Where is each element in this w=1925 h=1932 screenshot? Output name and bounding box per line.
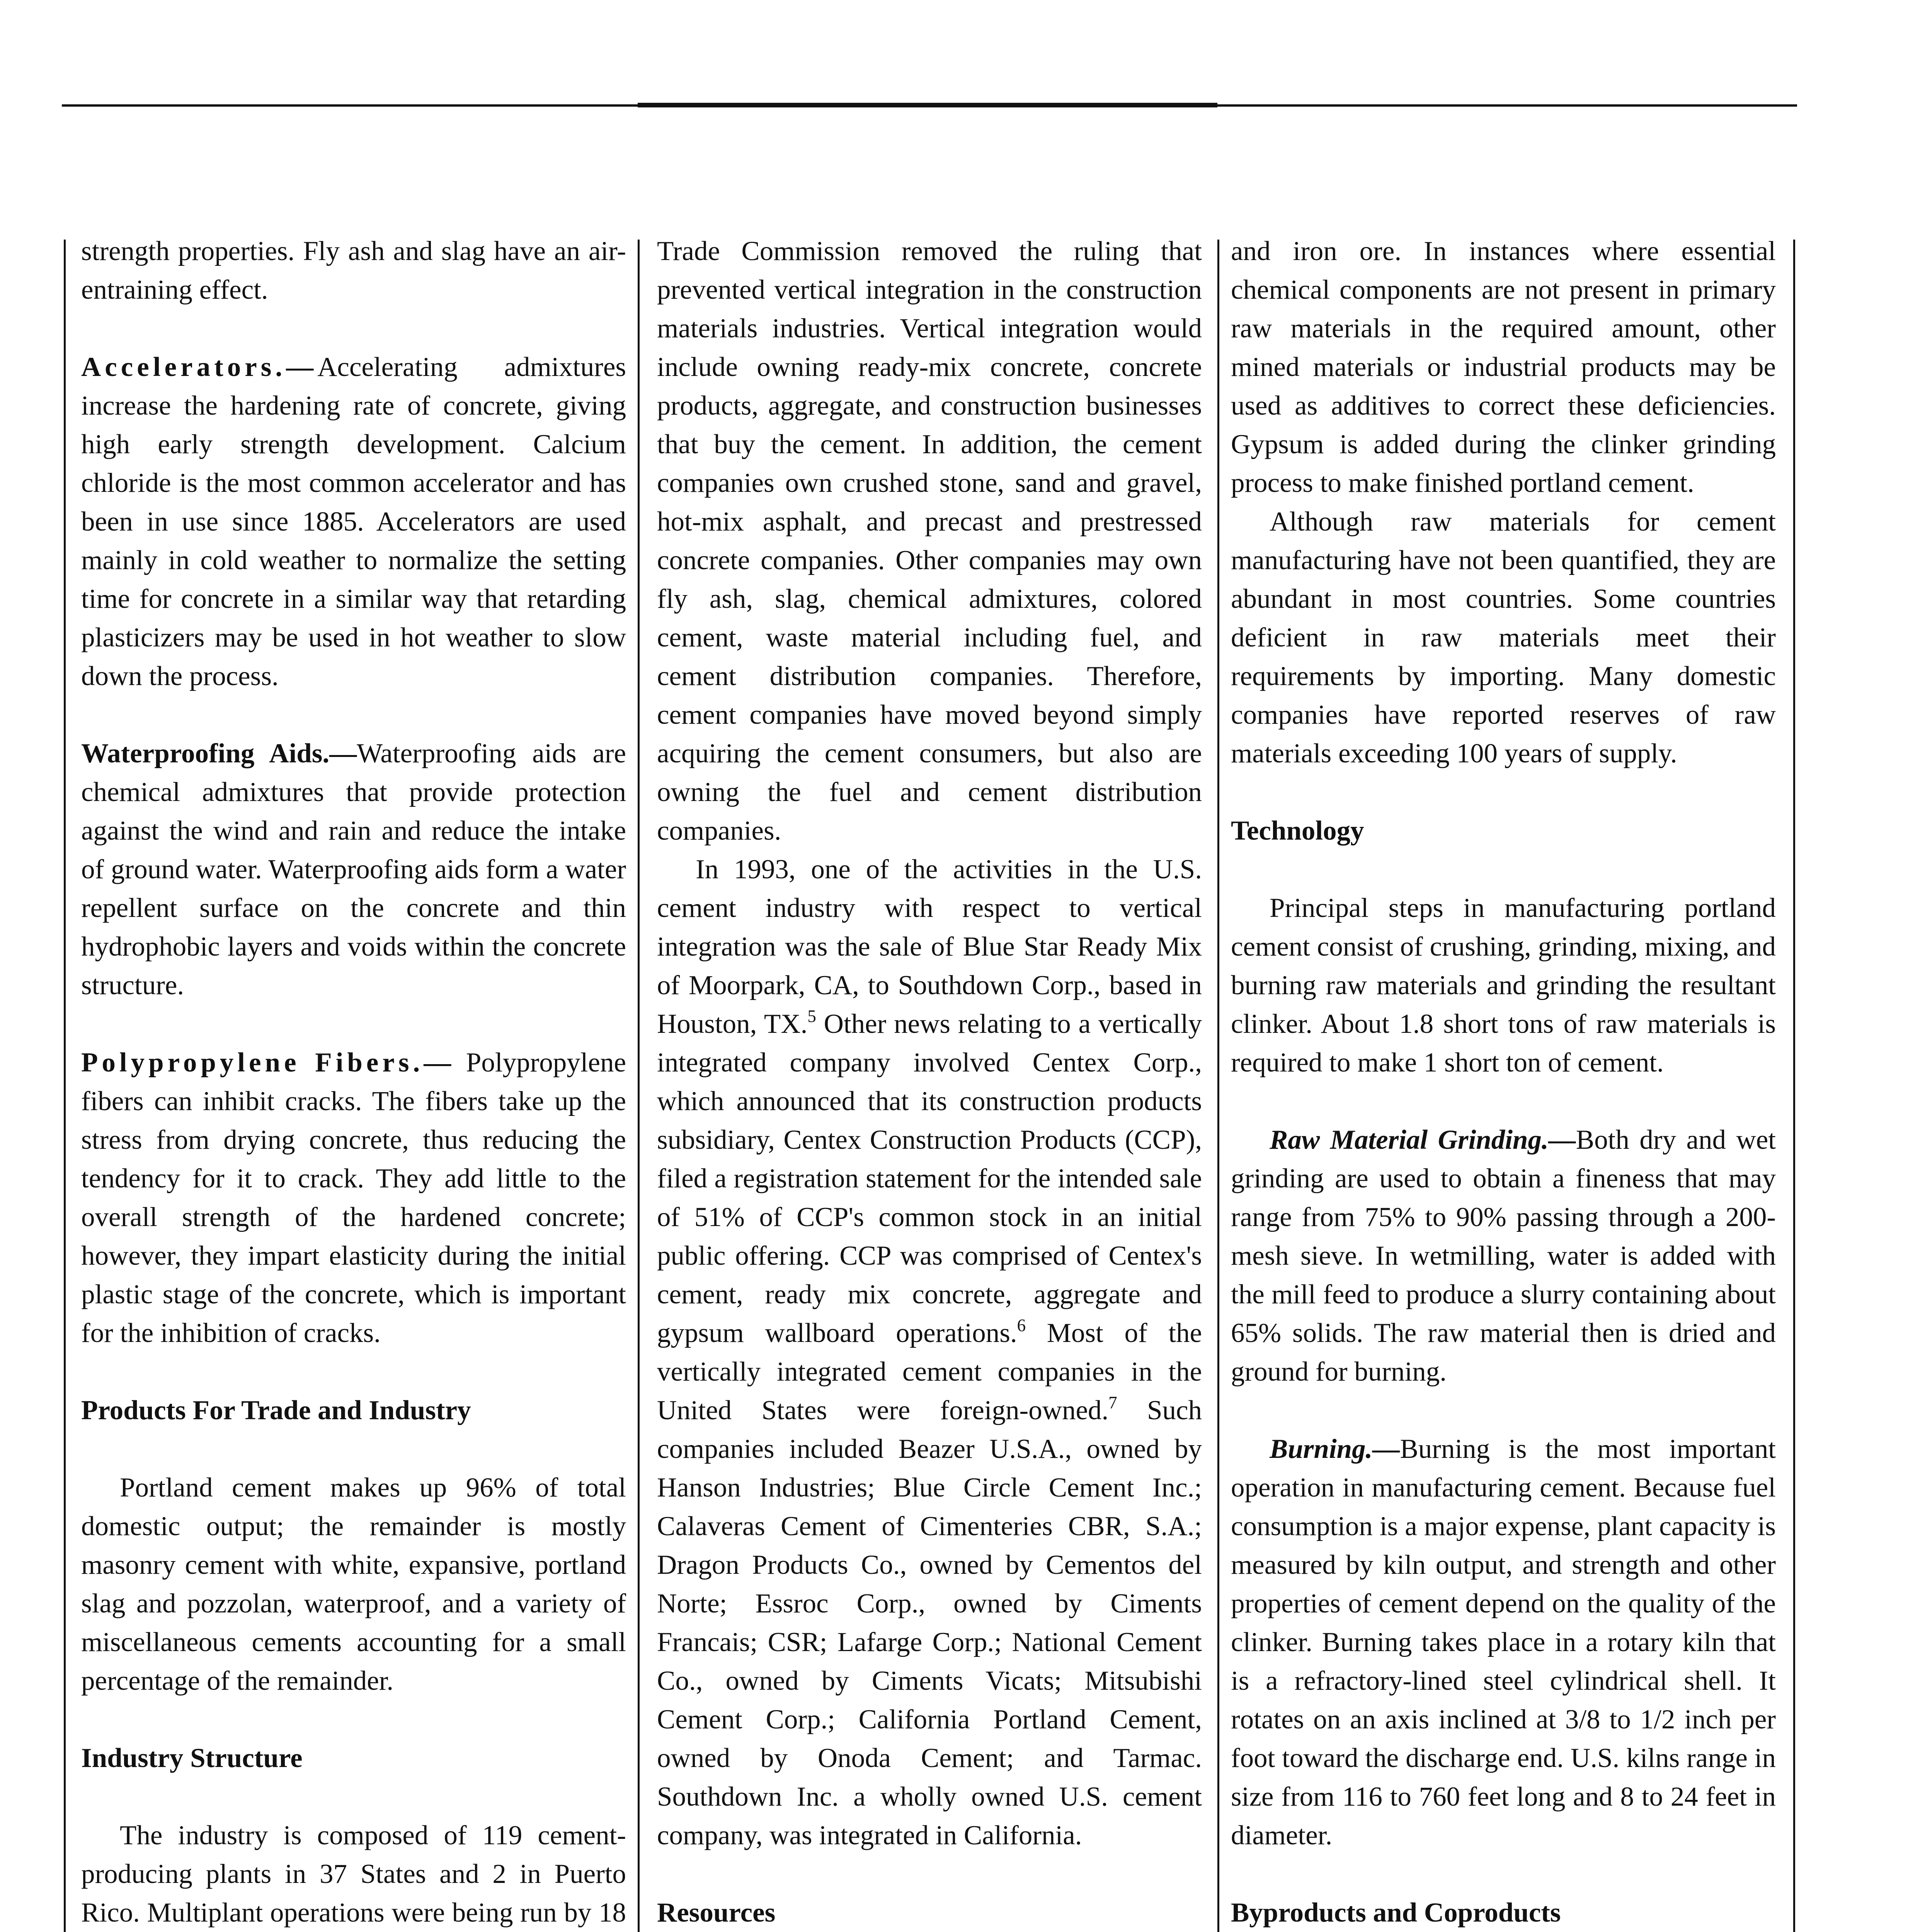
column-divider-left	[64, 240, 66, 1932]
products-paragraph: Portland cement makes up 96% of total domestic output; the remainder is mostly masonry cement with white, expansive, portland slag and pozzolan, waterproof, and a variety of miscellaneous cements accounting for a small percentage of the remainder.	[81, 1473, 626, 1696]
text-run: Other news relating to a vertically integrated company involved Centex Corp., which announced that its construction products subsidiary, Centex Construction Products (CCP), filed a registration statement for the intended sale of 51% of CCP's common stock in an initial public offering. CCP was comprised of Centex's cement, ready mix concrete, aggregate and gypsum wallboard operations.	[657, 1009, 1202, 1348]
accelerators-text: Accelerating admixtures increase the hardening rate of concrete, giving high early strength development. Calcium chloride is the most common accelerator and has been in use since 1885. Accelerators are used mainly in cold weather to normalize the setting time for concrete in a similar way that retarding plasticizers may be used in hot weather to slow down the process.	[81, 352, 626, 691]
burning-text: Burning is the most important operation in manufacturing cement. Because fuel consumption is a major expense, plant capacity is measured by kiln output, and strength and other properties of cement depend on the quality of the clinker. Burning takes place in a rotary kiln that is a refractory-lined steel cylindrical shell. It rotates on an axis inclined at 3/8 to 1/2 inch per foot toward the discharge end. U.S. kilns range in size from 116 to 760 feet long and 8 to 24 feet in diameter.	[1231, 1434, 1776, 1850]
accelerators-heading: Accelerators.—	[81, 352, 318, 382]
grinding-text: Both dry and wet grinding are used to obtain a fineness that may range from 75% to 90% passing through a 200-mesh sieve. In wetmilling, water is added with the mill feed to produce a slurry containing about 65% solids. The raw material then is dried and ground for burning.	[1231, 1125, 1776, 1387]
section-heading-byproducts: Byproducts and Coproducts	[1231, 1898, 1561, 1928]
text-run: Most of the vertically integrated cement companies in the United States were foreign-owned.	[657, 1318, 1202, 1425]
burning-paragraph	[1231, 1430, 1776, 1855]
footnote-ref: 6	[1017, 1316, 1026, 1335]
paragraph: and iron ore. In instances where essential chemical components are not present in primary raw materials in the required amount, other mined materials or industrial products may be used as additives to correct these deficiencies. Gypsum is added during the clinker grinding process to make finished portland cement.	[1231, 236, 1776, 498]
column-divider-1	[638, 240, 640, 1932]
column-3	[1231, 232, 1776, 1932]
waterproofing-text: Waterproofing aids are chemical admixtures that provide protection against the wind and rain and reduce the intake of ground water. Waterproofing aids form a water repellent surface on the concrete and thin hydrophobic layers and voids within the concrete structure.	[81, 738, 626, 1000]
column-divider-2	[1217, 240, 1219, 1932]
structure-paragraph-1: The industry is composed of 119 cement-producing plants in 37 States and 2 in Puerto Rico. Multiplant operations were being run by 18	[81, 1820, 626, 1928]
paragraph: strength properties. Fly ash and slag have an air-entraining effect.	[81, 236, 626, 305]
section-heading-technology: Technology	[1231, 816, 1364, 846]
polypropylene-heading: Polypropylene Fibers.—	[81, 1048, 455, 1078]
column-2	[657, 232, 1202, 1932]
footnote-ref: 5	[807, 1007, 816, 1026]
section-heading-resources: Resources	[657, 1898, 776, 1928]
footnote-ref: 7	[1108, 1393, 1117, 1412]
waterproofing-paragraph	[81, 734, 626, 1005]
section-heading-structure: Industry Structure	[81, 1743, 303, 1773]
section-heading-products: Products For Trade and Industry	[81, 1395, 471, 1425]
text-run: Such companies included Beazer U.S.A., owned by Hanson Industries; Blue Circle Cement Inc.; Calaveras Cement of Cimenteries CBR, S.A.; Dragon Products Co., owned by Cementos del Norte; Essroc Corp., owned by Ciments Francais; CSR; Lafarge Corp.; National Cement Co., owned by Ciments Vicats; Mitsubishi Cement Corp.; California Portland Cement, owned by Onoda Cement; and Tarmac. Southdown Inc. a wholly owned U.S. cement company, was integrated in California.	[657, 1395, 1202, 1850]
raw-materials-paragraph: Although raw materials for cement manufacturing have not been quantified, they are abundant in most countries. Some countries deficient in raw materials meet their requirements by importing. Many domestic companies have reported reserves of raw materials exceeding 100 years of supply.	[1231, 507, 1776, 769]
column-1	[81, 232, 626, 1932]
top-rule-accent	[638, 103, 1217, 107]
integration-paragraph	[657, 850, 1202, 1855]
accelerators-paragraph	[81, 348, 626, 696]
technology-paragraph: Principal steps in manufacturing portland cement consist of crushing, grinding, mixing, and burning raw materials and grinding the resultant clinker. About 1.8 short tons of raw materials is required to make 1 short ton of cement.	[1231, 893, 1776, 1078]
grinding-heading: Raw Material Grinding.—	[1270, 1125, 1576, 1155]
grinding-paragraph	[1231, 1121, 1776, 1391]
polypropylene-text: Polypropylene fibers can inhibit cracks. The fibers take up the stress from drying concrete, thus reducing the tendency for it to crack. They add little to the overall strength of the hardened concrete; however, they impart elasticity during the initial plastic stage of the concrete, which is important for the inhibition of cracks.	[81, 1048, 626, 1348]
waterproofing-heading: Waterproofing Aids.—	[81, 738, 357, 769]
text-run: In 1993, one of the activities in the U.S. cement industry with respect to vertical integration was the sale of Blue Star Ready Mix of Moorpark, CA, to Southdown Corp., based in Houston, TX.	[657, 854, 1202, 1039]
paragraph: Trade Commission removed the ruling that prevented vertical integration in the construction materials industries. Vertical integration would include owning ready-mix concrete, concrete products, aggregate, and construction businesses that buy the cement. In addition, the cement companies own crushed stone, sand and gravel, hot-mix asphalt, and precast and prestressed concrete companies. Other companies may own fly ash, slag, chemical admixtures, colored cement, waste material including fuel, and cement distribution companies. Therefore, cement companies have moved beyond simply acquiring the cement consumers, but also are owning the fuel and cement distribution companies.	[657, 236, 1202, 846]
polypropylene-paragraph	[81, 1043, 626, 1352]
burning-heading: Burning.—	[1270, 1434, 1400, 1464]
column-divider-right	[1793, 240, 1795, 1932]
